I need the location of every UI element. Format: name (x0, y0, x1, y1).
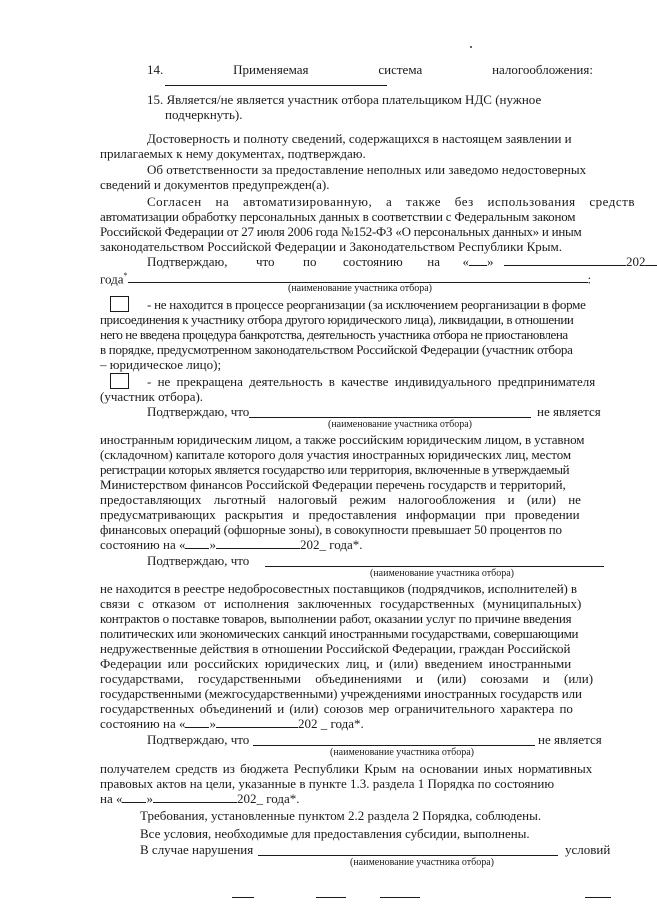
check-1-line-2: присоединения к участнику отбора другого юридического лица), ликвидации, в отношении (100, 312, 574, 327)
confirm-4-participant-blank[interactable] (253, 745, 535, 746)
confirm-1-month-blank[interactable] (504, 254, 626, 266)
check-1-line-5: – юридическое лицо); (100, 357, 222, 372)
confirm-1-date-close: » (486, 254, 494, 269)
requirements-statement: Требования, установленные пунктом 2.2 раздела 2 Порядка, соблюдены. (140, 808, 542, 823)
checkbox-not-reorganizing[interactable] (110, 296, 129, 312)
confirm-4-last-start: на « (100, 791, 123, 806)
checkbox-activity-not-terminated[interactable] (110, 373, 129, 389)
confirm-1-word-4: состоянию (343, 254, 403, 269)
confirm-2-month-blank[interactable] (216, 537, 300, 549)
confirm-3-body-9: государственных объединений и (или) союзов мер ограничительного характера по (100, 701, 573, 716)
confirm-1-date-open: « (462, 254, 469, 269)
confirm-4-caption: (наименование участника отбора) (330, 747, 474, 758)
confirm-2-body-1: иностранным юридическим лицом, а также российским юридическим лицом, в уставном (100, 432, 585, 447)
item-14-number: 14. (147, 62, 164, 77)
confirm-3-body-5: недружественные действия в отношении Российской Федерации, граждан Российской (100, 641, 571, 656)
confirm-3-month-blank[interactable] (216, 716, 298, 728)
check-1-line-4: в порядке, предусмотренном законодательством Российской Федерации (участник отбора (100, 342, 573, 357)
responsibility-line-2: сведений и документов предупрежден(а). (100, 177, 330, 192)
confirm-4-body-1: получателем средств из бюджета Республики Крым на основании иных нормативных (100, 761, 593, 776)
confirm-2-body-5: предоставляющих льготный налоговый режим налогообложения и (или) не (100, 492, 581, 507)
confirm-4-line-end: не является (538, 732, 602, 747)
confirm-3-line-start: Подтверждаю, что (147, 553, 250, 568)
item-14-word-1: Применяемая (233, 62, 309, 77)
item-15-line-2: подчеркнуть). (165, 107, 243, 122)
confirm-1-participant-blank[interactable] (128, 271, 588, 283)
cutoff-fragment-4 (585, 897, 611, 898)
confirm-3-body-6: Федерации или российских юридических лиц, и (или) введением иностранными (100, 656, 572, 671)
cutoff-fragment-3 (380, 897, 420, 898)
check-2-line-2: (участник отбора). (100, 389, 204, 404)
confirm-2-caption: (наименование участника отбора) (328, 419, 472, 430)
confirm-3-caption: (наименование участника отбора) (370, 568, 514, 579)
confirm-1-day-blank[interactable] (469, 254, 487, 266)
item-14 (147, 62, 593, 77)
consent-line-2: автоматизации обработку персональных данных в соответствии с Федеральным законом (100, 209, 576, 224)
confirm-1-year-blank[interactable] (645, 254, 657, 266)
cutoff-fragment-1 (232, 897, 254, 898)
confirm-2-last-end: 202_ года*. (299, 537, 363, 552)
confirm-3-body-1: не находится в реестре недобросовестных поставщиков (подрядчиков, исполнителей) в (100, 581, 577, 596)
violation-start: В случае нарушения (140, 842, 254, 857)
confirm-3-last-mid: » (209, 716, 216, 731)
confirm-4-last-end: 202_ года*. (236, 791, 300, 806)
confirm-3-body-8: государственными (межгосударственными) учреждениями иностранных государств или (100, 686, 582, 701)
confirm-4-last (100, 791, 300, 806)
confirm-3-last-end: 202 _ года*. (297, 716, 364, 731)
confirm-2-day-blank[interactable] (185, 537, 209, 549)
confirm-3-last-start: состоянию на « (100, 716, 186, 731)
confirm-4-last-mid: » (146, 791, 153, 806)
consent-line-4: законодательством Российской Федерации и Законодательством Республики Крым. (100, 239, 562, 254)
confirm-3-body-3: контрактов о поставке товаров, выполнении работ, оказании услуг по причине введения (100, 611, 572, 626)
tax-system-underline (165, 85, 387, 86)
confirm-1-asterisk: * (123, 271, 128, 280)
consent-line-1-text: Согласен на автоматизированную, а также без использования средств (147, 194, 635, 209)
item-15-line-1: 15. Является/не является участник отбора плательщиком НДС (нужное (147, 92, 542, 107)
confirm-1-caption: (наименование участника отбора) (288, 283, 432, 294)
violation-caption: (наименование участника отбора) (350, 857, 494, 868)
check-1-line-1: - не находится в процессе реорганизации (за исключением реорганизации в форме (147, 297, 586, 312)
confirm-2-last (100, 537, 363, 552)
confirm-1-line-1 (147, 254, 657, 269)
violation-participant-blank[interactable] (258, 855, 558, 856)
confirm-2-body-4: Министерством финансов Российской Федерации перечень государств и территорий, (100, 477, 566, 492)
confirm-4-day-blank[interactable] (122, 791, 146, 803)
confirm-2-body-6: предусматривающих раскрытия и предоставления информации при проведении (100, 507, 580, 522)
confirm-3-last (100, 716, 364, 731)
check-2-line-1: - не прекращена деятельность в качестве индивидуального предпринимателя (147, 374, 596, 389)
item-14-word-2: система (378, 62, 423, 77)
check-1-line-3: него не введена процедура банкротства, деятельность участника отбора не приостановлена (100, 327, 568, 342)
confirm-3-body-2: связи с отказом от исполнения заключенных государственных (муниципальных) (100, 596, 582, 611)
conditions-statement: Все условия, необходимые для предоставления субсидии, выполнены. (140, 826, 530, 841)
cutoff-fragment-2 (316, 897, 346, 898)
confirm-2-body-2: (складочном) капитале которого доля участия иностранных юридических лиц, местом (100, 447, 571, 462)
confirm-1-word-3: по (303, 254, 317, 269)
confirm-2-participant-blank[interactable] (249, 417, 531, 418)
scan-speck (470, 46, 472, 48)
confirm-1-word-1: Подтверждаю, (147, 254, 228, 269)
violation-end: условий (565, 842, 611, 857)
reliability-line-1: Достоверность и полноту сведений, содержащихся в настоящем заявлении и (147, 131, 572, 146)
consent-line-3: Российской Федерации от 27 июля 2006 года №152-ФЗ «О персональных данных» и иным (100, 224, 582, 239)
confirm-3-body-7: государствами, государственными объединениями и (или) союзами и (или) (100, 671, 594, 686)
confirm-1-year: 202 (625, 254, 646, 269)
reliability-line-2: прилагаемых к нему документах, подтверждаю. (100, 146, 366, 161)
item-14-word-3: налогообложения: (492, 62, 593, 77)
confirm-3-body-4: политических или экономических санкций иностранными государствами, совершающими (100, 626, 579, 641)
confirm-2-body-7: финансовых операций (офшорные зоны), в совокупности превышает 50 процентов по (100, 522, 562, 537)
confirm-2-body-3: регистрации которых является государство или территория, включенные в утверждаемый (100, 462, 570, 477)
confirm-2-last-start: состоянию на « (100, 537, 186, 552)
confirm-1-word-2: что (255, 254, 275, 269)
confirm-2-line-start: Подтверждаю, что (147, 404, 250, 419)
confirm-3-participant-blank[interactable] (265, 566, 604, 567)
confirm-1-colon: : (587, 271, 592, 287)
confirm-1-year-word: года (100, 271, 124, 287)
confirm-1-word-5: на (427, 254, 440, 269)
confirm-4-line-start: Подтверждаю, что (147, 732, 250, 747)
confirm-3-day-blank[interactable] (185, 716, 209, 728)
confirm-2-last-mid: » (209, 537, 216, 552)
confirm-4-month-blank[interactable] (153, 791, 237, 803)
confirm-4-body-2: правовых актов на цели, указанные в пункте 1.3. раздела 1 Порядка по состоянию (100, 776, 555, 791)
responsibility-line-1: Об ответственности за предоставление неполных или заведомо недостоверных (147, 162, 587, 177)
consent-line-1 (147, 194, 635, 209)
confirm-2-line-end: не является (537, 404, 601, 419)
